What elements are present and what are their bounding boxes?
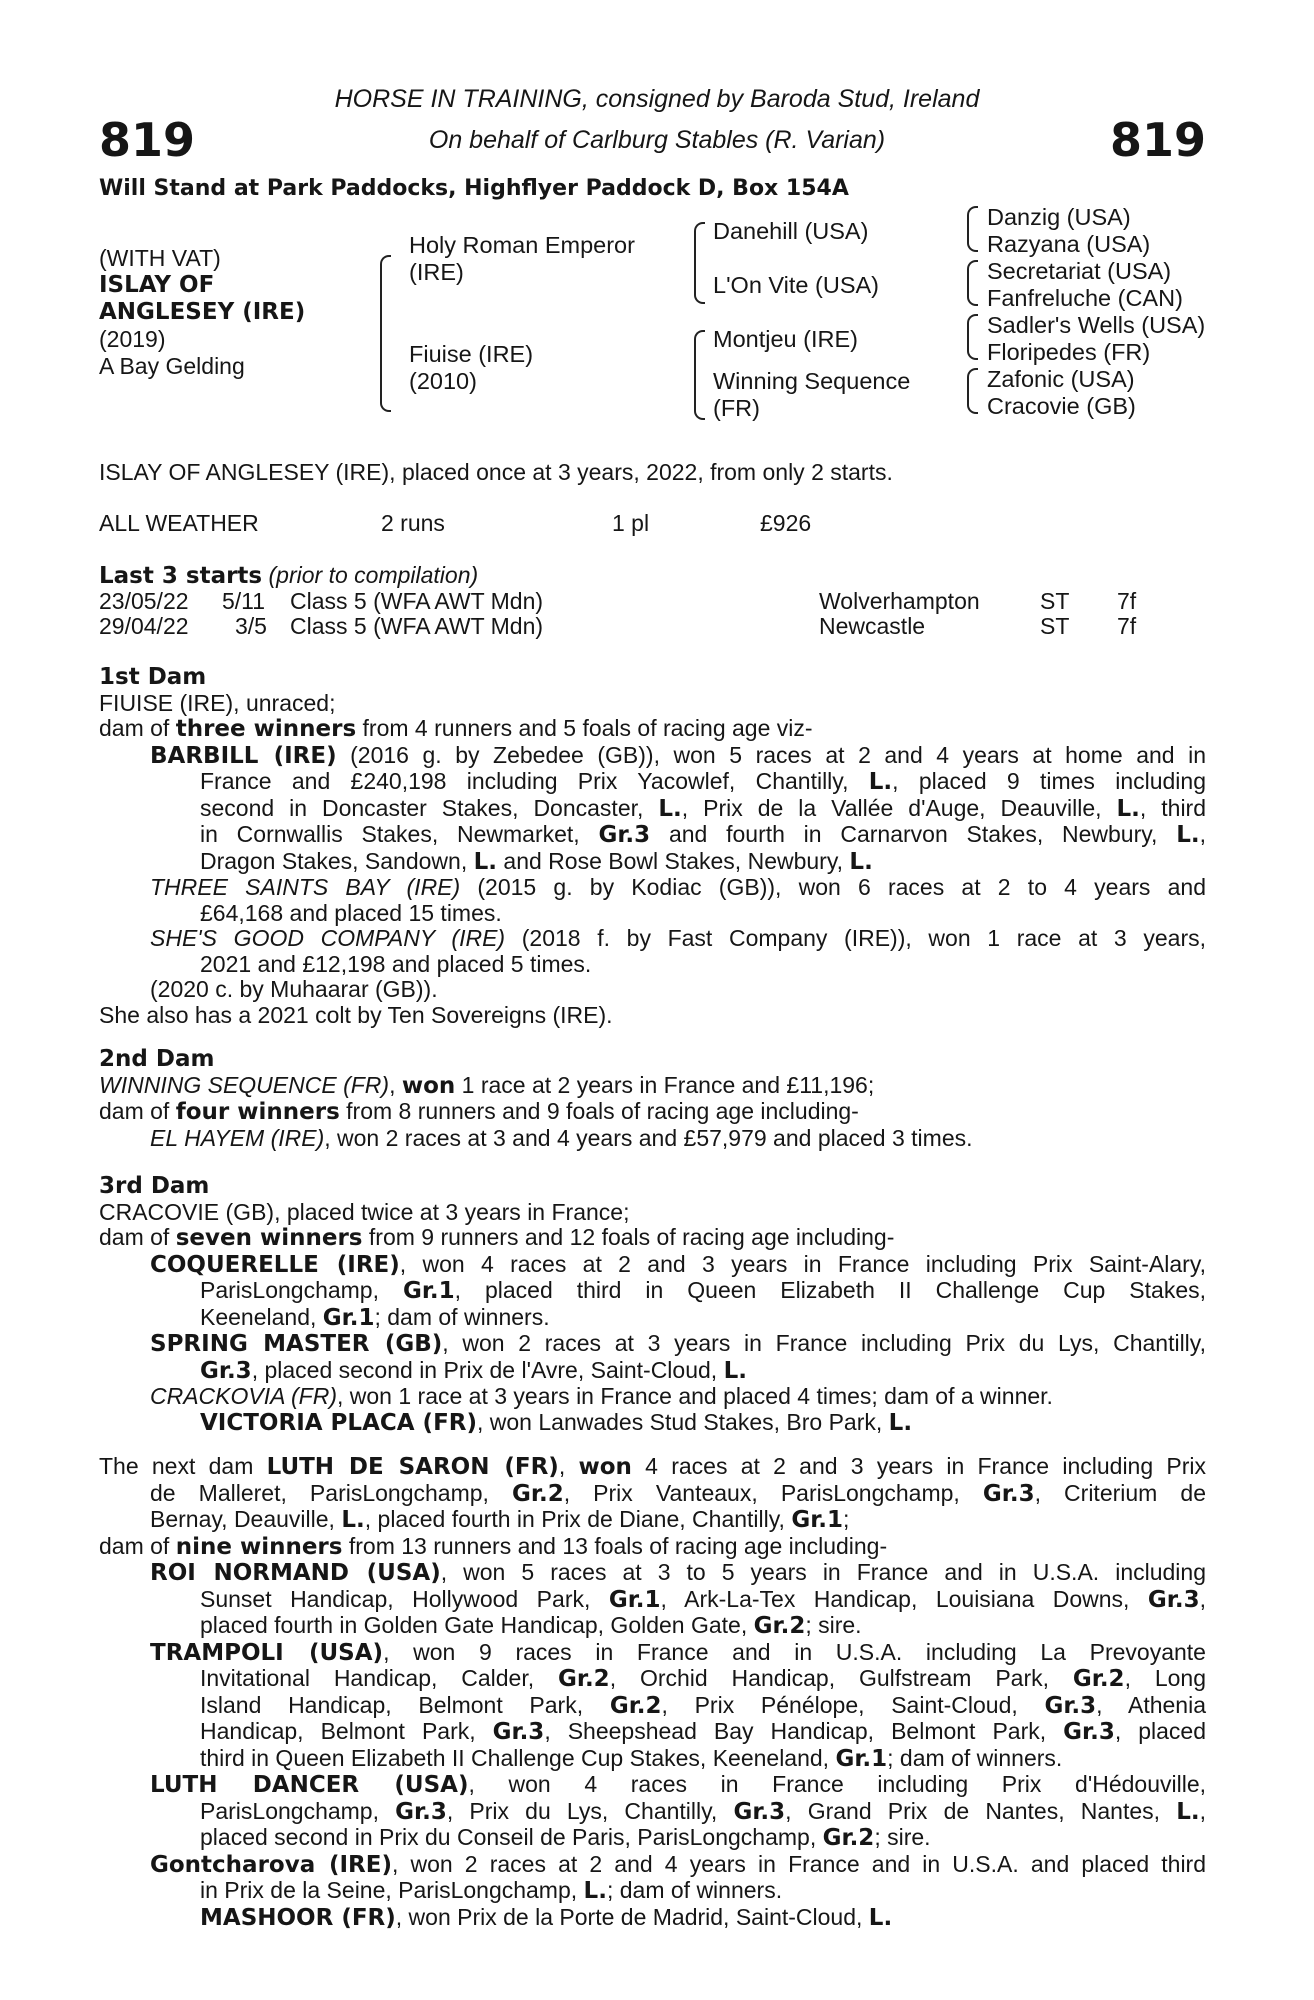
brace <box>967 390 978 414</box>
sire-name: Holy Roman Emperor <box>409 232 635 258</box>
progeny-entry: SHE'S GOOD COMPANY (IRE) (2018 f. by Fast Company (IRE)), won 1 race at 3 years, <box>150 925 1206 951</box>
progeny-entry-cont: third in Queen Elizabeth II Challenge Cup Stakes, Keeneland, Gr.1; dam of winners. <box>200 1744 1063 1772</box>
sire-sire: Danehill (USA) <box>713 218 869 244</box>
last-starts-title: Last 3 starts <box>99 563 263 589</box>
dam-name: Fiuise (IRE) <box>409 341 534 367</box>
second-dam-section <box>99 1047 1206 1151</box>
section-heading: 2nd Dam <box>99 1046 215 1072</box>
record-earnings: £926 <box>760 510 812 536</box>
brace <box>967 282 978 306</box>
progeny-entry-cont: Handicap, Belmont Park, Gr.3, Sheepshead Bay Handicap, Belmont Park, Gr.3, placed <box>200 1718 1206 1745</box>
progeny-entry-cont: Invitational Handicap, Calder, Gr.2, Orchid Handicap, Gulfstream Park, Gr.2, Long <box>200 1665 1206 1692</box>
progeny-entry-cont: Dragon Stakes, Sandown, L. and Rose Bowl Stakes, Newbury, L. <box>200 847 873 875</box>
dam-line-cont: Bernay, Deauville, L., placed fourth in Prix de Diane, Chantilly, Gr.1; <box>150 1506 850 1533</box>
progeny-entry-cont: Gr.3, placed second in Prix de l'Avre, Saint-Cloud, L. <box>200 1356 747 1384</box>
progeny-entry: EL HAYEM (IRE), won 2 races at 3 and 4 years and £57,979 and placed 3 times. <box>150 1124 973 1151</box>
brace <box>967 314 978 338</box>
dam-line: FIUISE (IRE), unraced; <box>99 689 336 716</box>
grandparent-8: Cracovie (GB) <box>987 393 1136 419</box>
progeny-entry: VICTORIA PLACA (FR), won Lanwades Stud Stakes, Bro Park, L. <box>200 1408 913 1436</box>
progeny-entry-cont: France and £240,198 including Prix Yacowlef, Chantilly, L., placed 9 times including <box>200 768 1207 795</box>
section-heading: 3rd Dam <box>99 1173 210 1199</box>
vat-note: (WITH VAT) <box>99 245 221 271</box>
progeny-entry-cont: in Prix de la Seine, ParisLongchamp, L.; dam of winners. <box>200 1877 783 1904</box>
progeny-entry: (2020 c. by Muhaarar (GB)). <box>150 976 438 1002</box>
dam-produce-line: dam of three winners from 4 runners and 5 foals of racing age viz- <box>99 715 813 742</box>
horse-name-line1: ISLAY OF <box>99 272 215 298</box>
progeny-entry-cont: £64,168 and placed 15 times. <box>200 899 502 926</box>
brace <box>967 336 978 360</box>
progeny-entry: TRAMPOLI (USA), won 9 races in France and in U.S.A. including La Prevoyante <box>150 1638 1206 1666</box>
start-date: 29/04/22 <box>99 613 189 639</box>
start-race: Class 5 (WFA AWT Mdn) <box>290 588 544 614</box>
horse-identity <box>99 245 305 380</box>
progeny-entry-cont: Island Handicap, Belmont Park, Gr.2, Prix Pénélope, Saint-Cloud, Gr.3, Athenia <box>200 1691 1206 1719</box>
dam-line: CRACOVIE (GB), placed twice at 3 years in France; <box>99 1198 630 1225</box>
grandparent-6: Floripedes (FR) <box>987 339 1151 365</box>
start-going: ST <box>1040 613 1070 639</box>
brace <box>380 255 391 337</box>
last-starts-heading <box>99 563 478 590</box>
progeny-entry: LUTH DANCER (USA), won 4 races in France including Prix d'Hédouville, <box>150 1771 1206 1798</box>
progeny-entry-cont: Sunset Handicap, Hollywood Park, Gr.1, Ark-La-Tex Handicap, Louisiana Downs, Gr.3, <box>200 1585 1206 1613</box>
horse-description: A Bay Gelding <box>99 353 245 379</box>
grandparent-2: Razyana (USA) <box>987 231 1151 257</box>
start-course: Newcastle <box>819 613 926 639</box>
start-position: 3/5 <box>235 613 267 639</box>
brace <box>967 206 978 230</box>
progeny-entry-cont: in Cornwallis Stakes, Newmarket, Gr.3 and fourth in Carnarvon Stakes, Newbury, L., <box>200 821 1206 848</box>
section-heading: 1st Dam <box>99 664 207 690</box>
dam-line: WINNING SEQUENCE (FR), won 1 race at 2 years in France and £11,196; <box>99 1071 875 1099</box>
record-surface: ALL WEATHER <box>99 510 259 536</box>
grandparent-4: Fanfreluche (CAN) <box>987 285 1183 311</box>
stand-location: Will Stand at Park Paddocks, Highflyer Paddock D, Box 154A <box>99 176 849 201</box>
dam-produce-line: dam of nine winners from 13 runners and 13 foals of racing age including- <box>99 1532 888 1560</box>
dam-produce-line: dam of four winners from 8 runners and 9 foals of racing age including- <box>99 1098 859 1125</box>
record-runs: 2 runs <box>381 510 445 536</box>
dam-line: The next dam LUTH DE SARON (FR), won 4 races at 2 and 3 years in France including Prix <box>99 1453 1206 1480</box>
brace <box>967 228 978 252</box>
progeny-entry-cont: Keeneland, Gr.1; dam of winners. <box>200 1303 550 1331</box>
progeny-entry-cont: second in Doncaster Stakes, Doncaster, L., Prix de la Vallée d'Auge, Deauville, L., third <box>200 794 1206 822</box>
progeny-note: She also has a 2021 colt by Ten Sovereigns (IRE). <box>99 1001 613 1028</box>
start-distance: 7f <box>1117 613 1137 639</box>
dam-year: (2010) <box>409 368 477 394</box>
progeny-entry-cont: 2021 and £12,198 and placed 5 times. <box>200 950 592 977</box>
dam-sire: Montjeu (IRE) <box>713 326 858 352</box>
consignor-line: HORSE IN TRAINING, consigned by Baroda Stud, Ireland <box>334 85 980 113</box>
progeny-entry: COQUERELLE (IRE), won 4 races at 2 and 3 years in France including Prix Saint-Alary, <box>150 1250 1206 1278</box>
brace <box>967 260 978 284</box>
grandparent-7: Zafonic (USA) <box>987 366 1135 392</box>
brace <box>380 335 391 412</box>
brace <box>694 330 705 372</box>
brace <box>694 222 705 264</box>
sire-origin: (IRE) <box>409 259 464 285</box>
start-distance: 7f <box>1117 588 1137 614</box>
horse-name-line2: ANGLESEY (IRE) <box>99 299 306 325</box>
record-placed: 1 pl <box>612 510 650 536</box>
dam-dam-origin: (FR) <box>713 395 760 421</box>
start-position: 5/11 <box>222 588 266 614</box>
progeny-entry-cont: ParisLongchamp, Gr.3, Prix du Lys, Chantilly, Gr.3, Grand Prix de Nantes, Nantes, L., <box>200 1797 1206 1825</box>
sire-dam: L'On Vite (USA) <box>713 272 880 298</box>
on-behalf-line: On behalf of Carlburg Stables (R. Varian) <box>428 126 886 154</box>
grandparent-1: Danzig (USA) <box>987 204 1131 230</box>
start-going: ST <box>1040 588 1070 614</box>
foaling-year: (2019) <box>99 326 166 352</box>
first-dam-section <box>99 665 1206 1028</box>
third-dam-section <box>99 1174 1206 1436</box>
progeny-entry: CRACKOVIA (FR), won 1 race at 3 years in France and placed 4 times; dam of a winner. <box>150 1383 1053 1409</box>
grandparent-3: Secretariat (USA) <box>987 258 1172 284</box>
brace <box>694 262 705 304</box>
progeny-entry-cont: placed fourth in Golden Gate Handicap, Golden Gate, Gr.2; sire. <box>200 1612 862 1639</box>
lot-number-left: 819 <box>99 113 196 167</box>
progeny-entry: BARBILL (IRE) (2016 g. by Zebedee (GB)), won 5 races at 2 and 4 years at home and in <box>150 741 1207 769</box>
next-dam-section <box>99 1454 1206 1931</box>
progeny-entry-cont: placed second in Prix du Conseil de Paris, ParisLongchamp, Gr.2; sire. <box>200 1824 931 1851</box>
lot-number-right: 819 <box>1109 113 1206 167</box>
brace <box>967 368 978 392</box>
racing-summary: ISLAY OF ANGLESEY (IRE), placed once at 3 years, 2022, from only 2 starts. <box>99 459 893 485</box>
last-starts-note: (prior to compilation) <box>268 562 479 588</box>
progeny-entry: SPRING MASTER (GB), won 2 races at 3 years in France including Prix du Lys, Chantilly, <box>150 1330 1206 1357</box>
progeny-entry: MASHOOR (FR), won Prix de la Porte de Madrid, Saint-Cloud, L. <box>200 1903 893 1931</box>
start-race: Class 5 (WFA AWT Mdn) <box>290 613 544 639</box>
brace <box>694 370 705 420</box>
dam-line-cont: de Malleret, ParisLongchamp, Gr.2, Prix Vanteaux, ParisLongchamp, Gr.3, Criterium de <box>150 1479 1206 1507</box>
start-course: Wolverhampton <box>819 588 980 614</box>
progeny-entry-cont: ParisLongchamp, Gr.1, placed third in Queen Elizabeth II Challenge Cup Stakes, <box>200 1277 1206 1304</box>
start-date: 23/05/22 <box>99 588 189 614</box>
dam-produce-line: dam of seven winners from 9 runners and 12 foals of racing age including- <box>99 1224 895 1251</box>
progeny-entry: THREE SAINTS BAY (IRE) (2015 g. by Kodiac (GB)), won 6 races at 2 to 4 years and <box>150 874 1206 900</box>
dam-dam: Winning Sequence <box>713 368 911 394</box>
progeny-entry: ROI NORMAND (USA), won 5 races at 3 to 5 years in France and in U.S.A. including <box>150 1559 1206 1586</box>
progeny-entry: Gontcharova (IRE), won 2 races at 2 and 4 years in France and in U.S.A. and placed third <box>150 1850 1207 1878</box>
grandparent-5: Sadler's Wells (USA) <box>987 312 1206 338</box>
